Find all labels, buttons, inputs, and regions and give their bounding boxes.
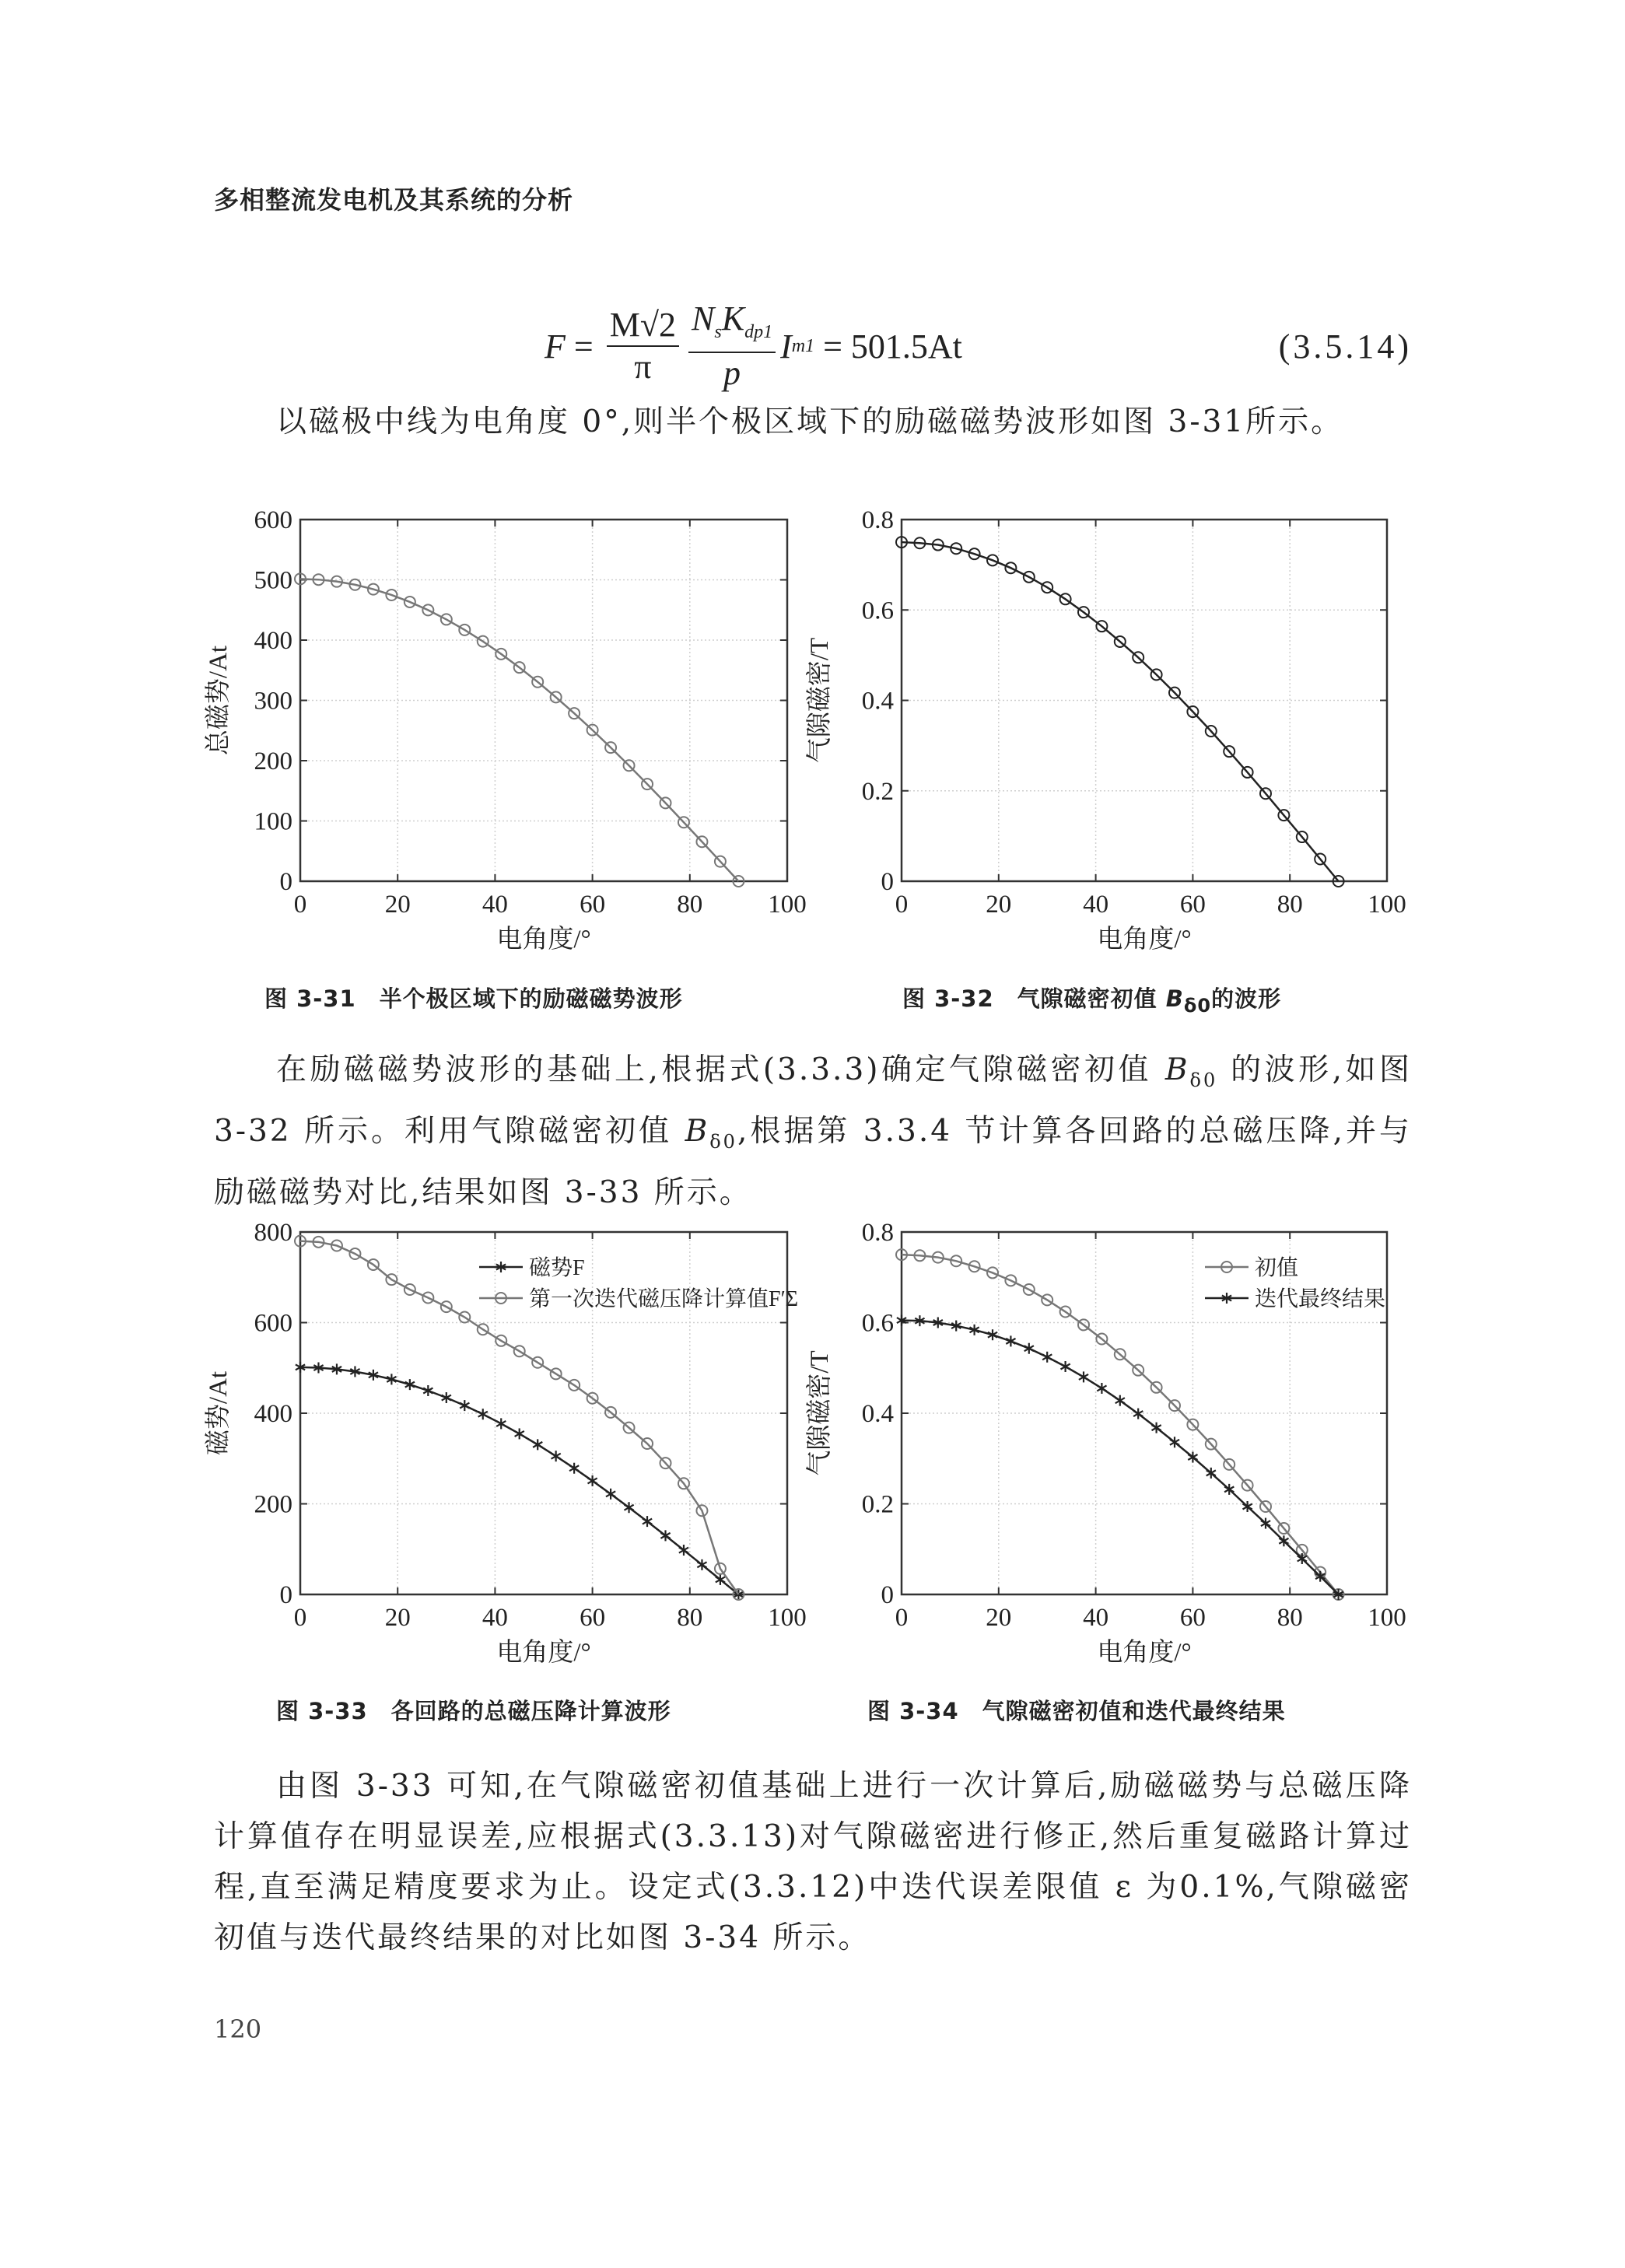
legend-label: 第一次迭代磁压降计算值F′Σ (529, 1287, 798, 1311)
x-axis-label: 电角度/° (496, 926, 591, 954)
data-point-star (1115, 1395, 1125, 1406)
plot-frame (300, 520, 787, 881)
y-axis-label: 总磁势/At (205, 645, 233, 756)
y-axis-label: 磁势/At (205, 1370, 233, 1456)
p2-seg-c: ,根据第 3.3.4 节计算各回路的总磁压降,并与励磁磁势对比,结果如图 3-33 所示。 (214, 1113, 1412, 1210)
data-point-star (1097, 1383, 1106, 1394)
x-tick-label: 100 (768, 891, 807, 919)
legend-label: 初值 (1255, 1256, 1299, 1280)
y-tick-label: 800 (254, 1219, 292, 1247)
y-axis-label: 气隙磁密/T (806, 1350, 834, 1476)
y-tick-label: 500 (254, 566, 292, 595)
data-point-star (1006, 1335, 1015, 1346)
data-point-star (1024, 1343, 1034, 1354)
y-tick-label: 0.2 (861, 1490, 894, 1519)
p2-seg-b: 的波形,如图 3-32 所示。利用气隙磁密初值 (214, 1052, 1412, 1149)
y-tick-label: 0.6 (861, 597, 894, 625)
x-tick-label: 40 (482, 891, 508, 919)
x-tick-label: 100 (1368, 1604, 1406, 1632)
chart-fig31 (204, 506, 807, 954)
y-tick-label: 0.4 (861, 687, 894, 716)
y-tick-label: 0.2 (861, 777, 894, 806)
fraction-1-numerator: M√2 (607, 305, 679, 347)
data-point-star (588, 1475, 597, 1486)
x-tick-label: 0 (895, 1604, 909, 1632)
legend-label: 磁势F (529, 1256, 585, 1280)
x-tick-label: 80 (677, 891, 703, 919)
y-tick-label: 0 (881, 1581, 894, 1609)
data-point-star (515, 1428, 524, 1439)
symbol-n: N (692, 299, 715, 338)
x-tick-label: 40 (1083, 1604, 1109, 1632)
chart-fig34 (805, 1219, 1406, 1667)
y-tick-label: 600 (254, 1309, 292, 1338)
x-tick-label: 40 (482, 1604, 508, 1632)
data-point-star (569, 1463, 579, 1474)
legend-label: 迭代最终结果 (1255, 1287, 1386, 1311)
y-tick-label: 0.8 (861, 506, 894, 534)
x-tick-label: 100 (768, 1604, 807, 1632)
x-tick-label: 60 (1179, 1604, 1206, 1632)
symbol-p: p (723, 354, 741, 393)
y-tick-label: 0 (881, 868, 894, 896)
y-tick-label: 0 (279, 868, 292, 896)
equation-3-5-14: F = $\frac{M√2}{\pi}$ $\frac{N_sK_{dp1}}{p}$ I m1 = 501.5At (3.5.14) (545, 299, 1412, 393)
caption-fig-3-33: 图 3-33 各回路的总磁压降计算波形 (276, 1698, 671, 1724)
x-tick-label: 60 (1179, 891, 1206, 919)
y-tick-label: 100 (254, 807, 292, 836)
page-number: 120 (214, 2014, 262, 2044)
series-line (300, 579, 738, 881)
x-tick-label: 60 (580, 1604, 606, 1632)
series-2 (897, 1315, 1343, 1600)
data-point-star (1061, 1361, 1070, 1372)
caption-32-sub: δ0 (1183, 994, 1212, 1017)
symbol-k: K (721, 299, 745, 338)
p2-seg-a: 在励磁磁势波形的基础上,根据式(3.3.3)确定气隙磁密初值 (276, 1052, 1165, 1087)
y-tick-label: 600 (254, 506, 292, 534)
data-point-star (533, 1439, 542, 1450)
y-tick-label: 0 (279, 1581, 292, 1609)
x-tick-label: 40 (1083, 891, 1109, 919)
series-line (902, 542, 1339, 881)
caption-32-symbol: B (1165, 985, 1184, 1012)
y-tick-label: 400 (254, 627, 292, 655)
paragraph-1-text: 以磁极中线为电角度 0°,则半个极区域下的励磁磁势波形如图 3-31所示。 (276, 404, 1344, 439)
data-point-star (478, 1409, 488, 1419)
data-point-star (552, 1451, 561, 1461)
series-1 (296, 1362, 744, 1600)
subscript-m1: m1 (791, 335, 815, 356)
subscript-delta0: δ0 (709, 1130, 737, 1153)
data-point-star (442, 1392, 451, 1403)
formula-lhs: F (545, 327, 566, 366)
x-tick-label: 20 (986, 891, 1012, 919)
y-tick-label: 0.6 (861, 1309, 894, 1338)
x-axis-label: 电角度/° (496, 1639, 591, 1667)
data-point-star (1042, 1352, 1052, 1363)
running-header: 多相整流发电机及其系统的分析 (214, 185, 574, 215)
y-axis-label: 气隙磁密/T (806, 637, 834, 764)
equation-number: (3.5.14) (1278, 327, 1412, 366)
x-tick-label: 80 (1277, 1604, 1303, 1632)
y-tick-label: 300 (254, 687, 292, 716)
series-line (902, 1321, 1339, 1594)
y-tick-label: 0.4 (861, 1400, 894, 1428)
symbol-i: I (780, 327, 792, 366)
formula-rhs: = 501.5At (823, 327, 962, 366)
caption-fig-3-34: 图 3-34 气隙磁密初值和迭代最终结果 (867, 1698, 1286, 1724)
data-point-star (1133, 1409, 1143, 1419)
x-tick-label: 60 (580, 891, 606, 919)
symbol-b: B (1164, 1052, 1190, 1087)
x-axis-label: 电角度/° (1097, 1639, 1192, 1667)
series-1 (295, 573, 744, 887)
series-1 (896, 537, 1344, 887)
x-tick-label: 20 (384, 1604, 411, 1632)
x-tick-label: 20 (986, 1604, 1012, 1632)
series-line (300, 1367, 738, 1594)
caption-32-b: 的波形 (1211, 985, 1282, 1012)
subscript-delta0: δ0 (1189, 1069, 1218, 1091)
data-point-star (496, 1418, 506, 1429)
x-tick-label: 0 (293, 1604, 307, 1632)
plot-frame (300, 1232, 787, 1594)
subscript-dp1: dp1 (744, 321, 773, 342)
x-tick-label: 80 (1277, 891, 1303, 919)
paragraph-3-text: 由图 3-33 可知,在气隙磁密初值基础上进行一次计算后,励磁磁势与总磁压降计算值存在明显误差,应根据式(3.3.13)对气隙磁密进行修正,然后重复磁路计算过程,直至满足精度要求为止。设定式(3.3.12)中迭代误差限值 ε 为0.1%,气隙磁密初值与迭代最终结果的对比如图 3-34 所示。 (214, 1769, 1412, 1955)
legend (1205, 1255, 1385, 1311)
fraction-1-denominator: π (634, 348, 652, 386)
y-tick-label: 200 (254, 747, 292, 775)
subscript-s: s (714, 321, 722, 342)
y-tick-label: 200 (254, 1490, 292, 1519)
data-point-star (1079, 1371, 1088, 1382)
legend (479, 1255, 798, 1311)
x-tick-label: 0 (293, 891, 307, 919)
x-tick-label: 20 (384, 891, 411, 919)
symbol-b: B (685, 1113, 710, 1149)
chart-fig32 (805, 506, 1406, 954)
x-tick-label: 100 (1368, 891, 1406, 919)
x-tick-label: 80 (677, 1604, 703, 1632)
y-tick-label: 400 (254, 1400, 292, 1428)
data-point-star (606, 1489, 615, 1500)
data-point-star (423, 1385, 433, 1396)
caption-32-a: 图 3-32 气隙磁密初值 (902, 985, 1166, 1012)
data-point-star (460, 1400, 469, 1411)
x-axis-label: 电角度/° (1097, 926, 1192, 954)
x-tick-label: 0 (895, 891, 909, 919)
caption-fig-3-31: 图 3-31 半个极区域下的励磁磁势波形 (264, 985, 683, 1012)
chart-fig33 (204, 1219, 807, 1667)
y-tick-label: 0.8 (861, 1219, 894, 1247)
